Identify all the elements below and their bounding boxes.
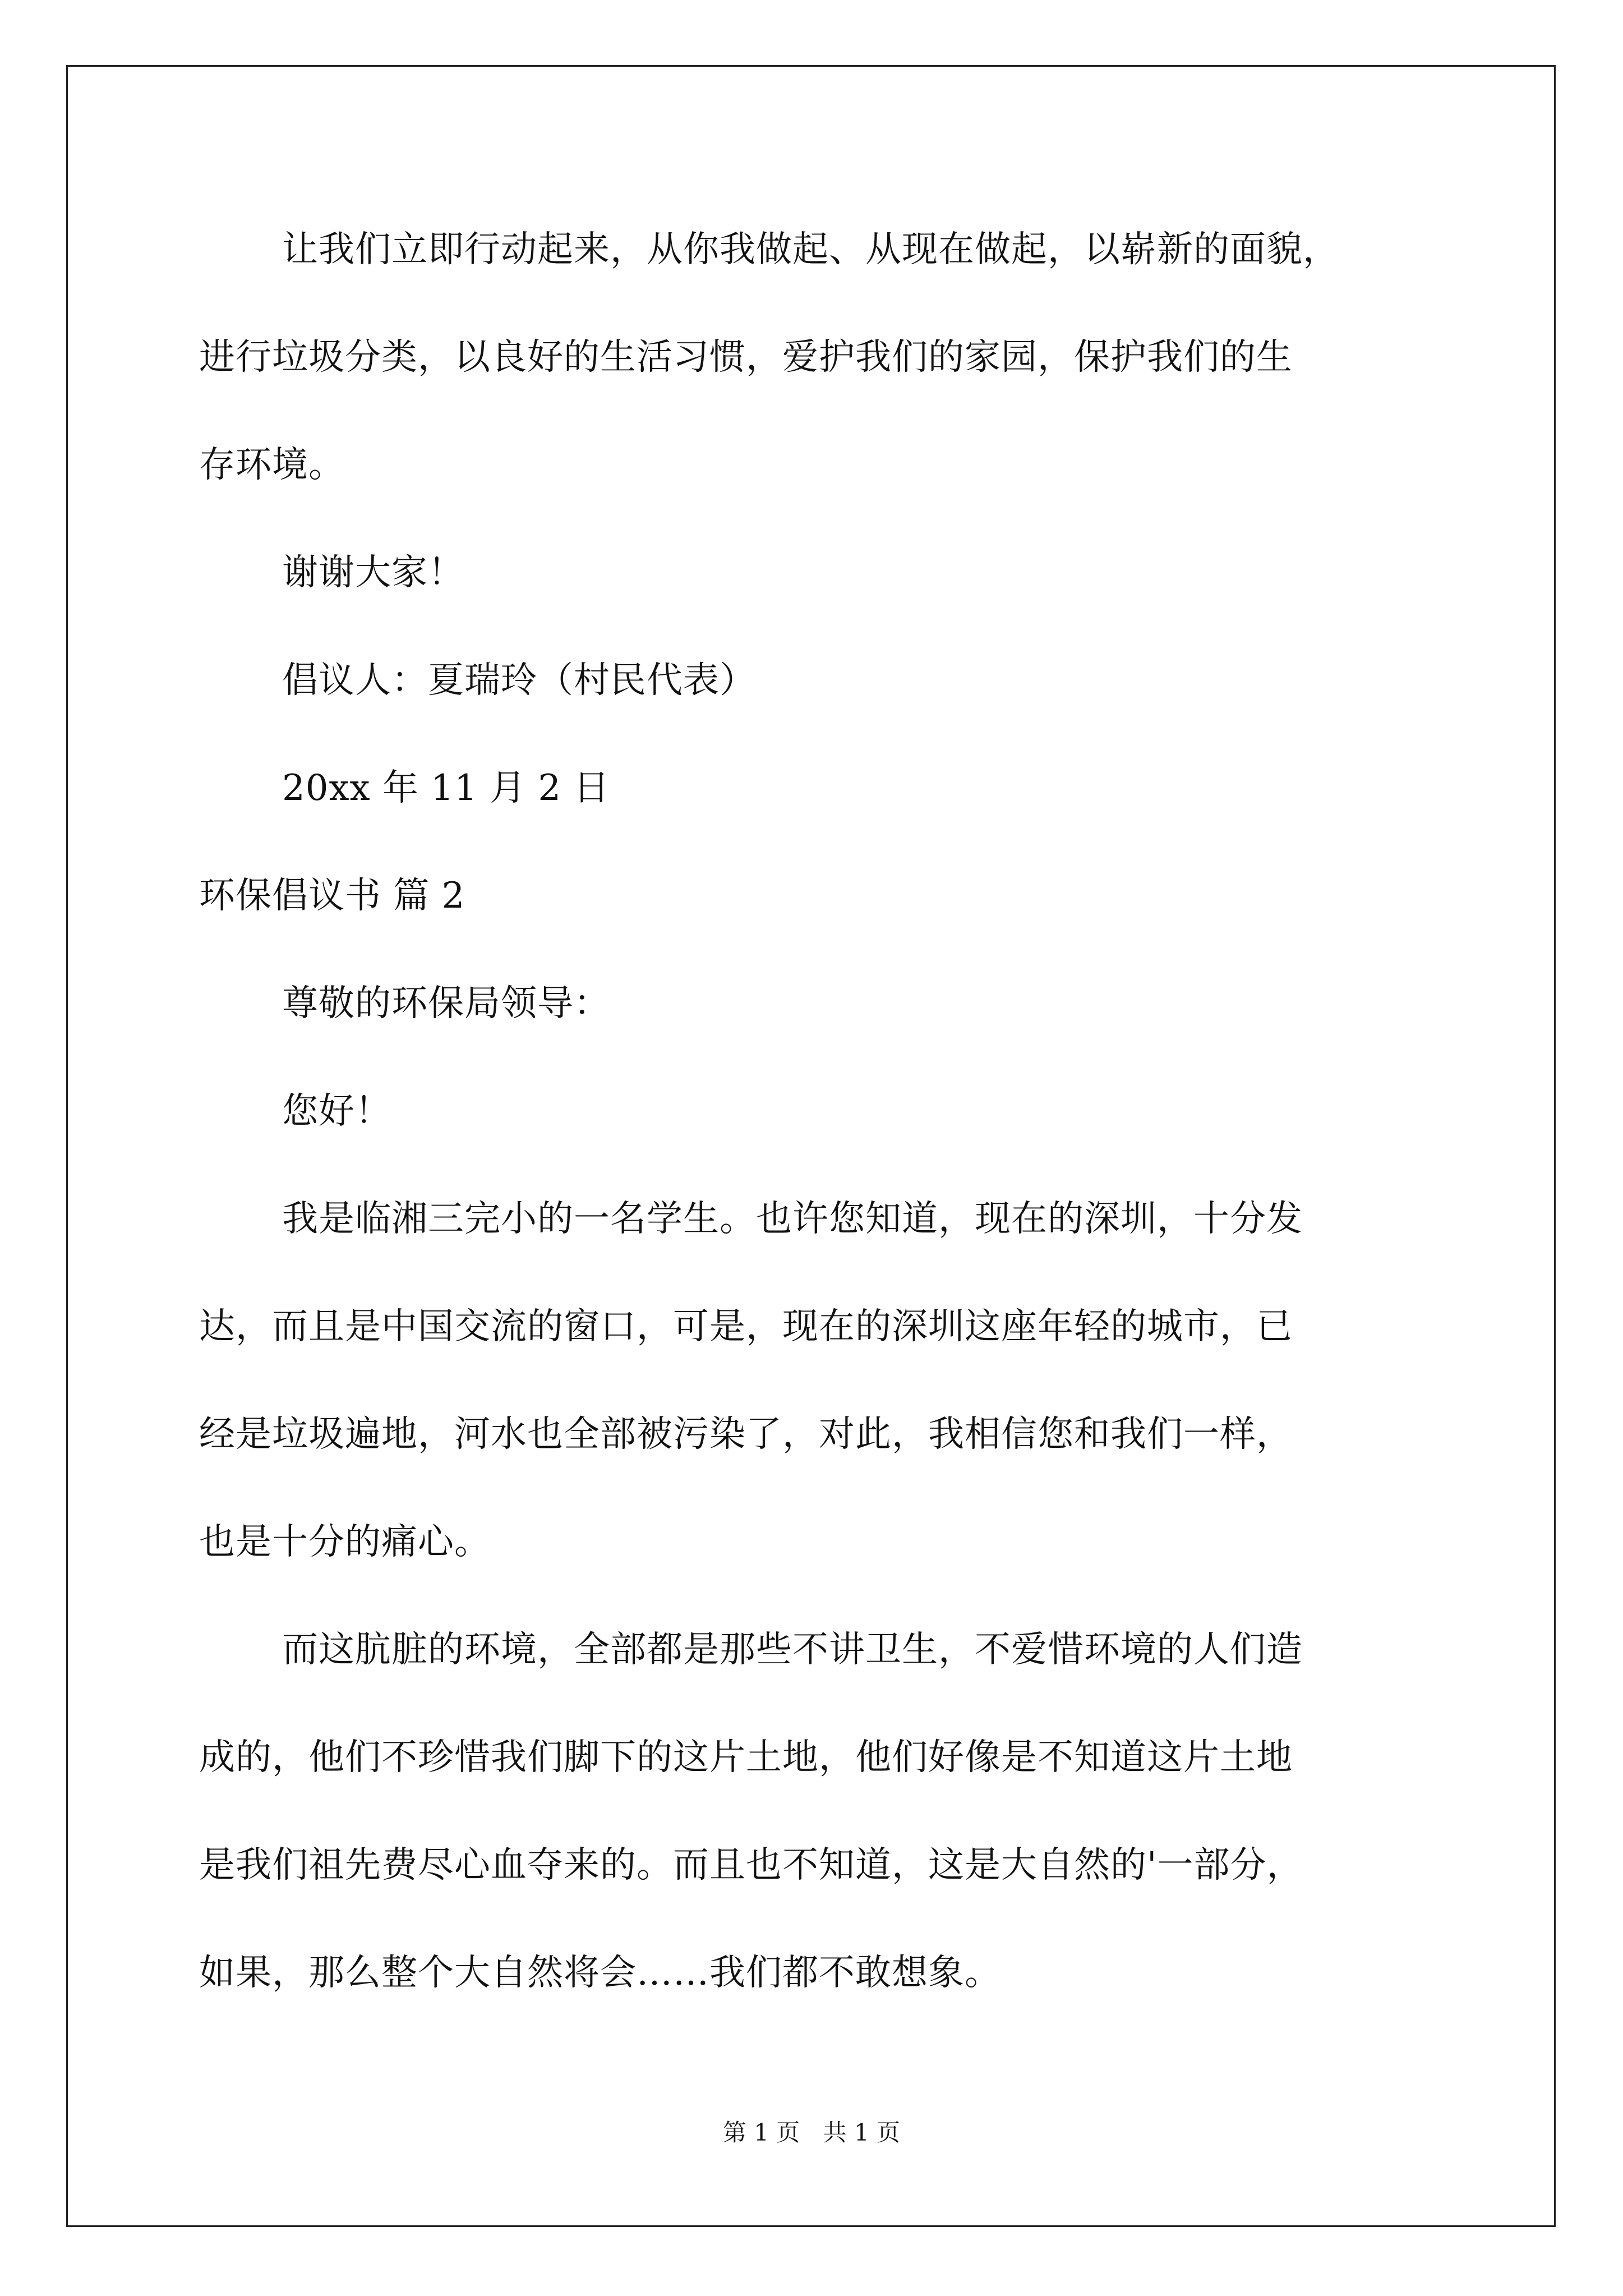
signatory: 倡议人：夏瑞玲（村民代表） — [282, 660, 756, 701]
section-heading: 环保倡议书 篇 2 — [199, 875, 465, 917]
page-number: 第 1 页 — [722, 2119, 800, 2146]
paragraph-line: 存环境。 — [199, 444, 345, 486]
paragraph-line: 经是垃圾遍地，河水也全部被污染了，对此，我相信您和我们一样， — [199, 1414, 1293, 1455]
page-footer — [0, 2116, 1623, 2150]
paragraph-line: 让我们立即行动起来，从你我做起、从现在做起，以崭新的面貌， — [282, 229, 1339, 270]
paragraph-line: 是我们祖先费尽心血夺来的。而且也不知道，这是大自然的'一部分， — [199, 1844, 1303, 1886]
paragraph-line: 而这肮脏的环境，全部都是那些不讲卫生，不爱惜环境的人们造 — [282, 1629, 1303, 1671]
date-line: 20xx 年 11 月 2 日 — [282, 767, 610, 809]
paragraph-line: 进行垃圾分类，以良好的生活习惯，爱护我们的家园，保护我们的生 — [199, 337, 1293, 378]
total-pages: 共 1 页 — [823, 2119, 901, 2146]
page-border — [66, 65, 1556, 2227]
paragraph-line: 达，而且是中国交流的窗口，可是，现在的深圳这座年轻的城市，已 — [199, 1306, 1293, 1347]
paragraph-line: 如果，那么整个大自然将会……我们都不敢想象。 — [199, 1952, 1001, 1994]
paragraph-line: 我是临湘三完小的一名学生。也许您知道，现在的深圳，十分发 — [282, 1198, 1303, 1240]
paragraph-line: 成的，他们不珍惜我们脚下的这片土地，他们好像是不知道这片土地 — [199, 1737, 1293, 1778]
greeting: 您好！ — [282, 1091, 391, 1132]
closing-thanks: 谢谢大家！ — [282, 552, 464, 593]
paragraph-line: 也是十分的痛心。 — [199, 1521, 491, 1563]
salutation: 尊敬的环保局领导： — [282, 983, 610, 1024]
